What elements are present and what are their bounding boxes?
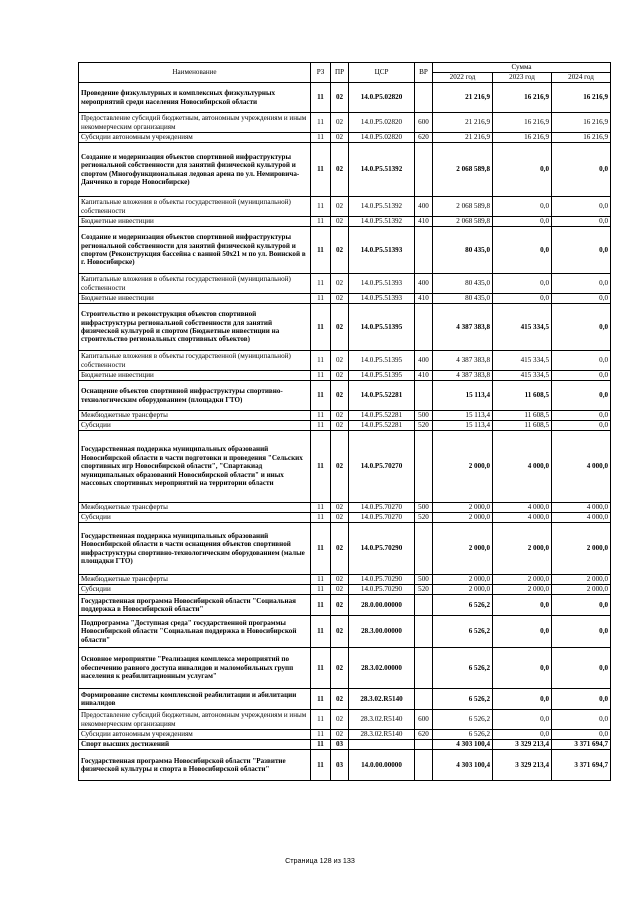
- row-sum-2024: 4 000,0: [552, 503, 611, 513]
- row-sum-2022: 4 303 100,4: [433, 750, 493, 781]
- table-row: [79, 750, 611, 781]
- row-name: Капитальные вложения в объекты государственной (муниципальной) собственности: [79, 274, 311, 294]
- row-sum-2022: 21 216,9: [433, 113, 493, 133]
- row-sum-2023: 0,0: [493, 648, 552, 689]
- table-row: [79, 217, 611, 227]
- row-vr: [415, 143, 433, 197]
- row-sum-2023: 16 216,9: [493, 113, 552, 133]
- table-row: [79, 431, 611, 503]
- table-row: [79, 274, 611, 294]
- row-name: Субсидии автономным учреждениям: [79, 730, 311, 740]
- row-sum-2024: 0,0: [552, 381, 611, 411]
- table-body: [79, 83, 611, 781]
- row-rz: 11: [311, 227, 331, 274]
- row-sum-2024: 0,0: [552, 217, 611, 227]
- row-name: Государственная поддержка муниципальных образований Новосибирской области в части оснащения объектов спортивной инфраструктуры спортивно-технологическим оборудованием (малые площадки ГТО): [79, 523, 311, 575]
- row-sum-2023: 415 334,5: [493, 371, 552, 381]
- row-sum-2022: 6 526,2: [433, 616, 493, 648]
- row-pr: 02: [331, 304, 349, 351]
- row-pr: 02: [331, 143, 349, 197]
- row-vr: [415, 381, 433, 411]
- row-name: Спорт высших достижений: [79, 740, 311, 750]
- row-csr: 14.0.P5.51392: [349, 197, 415, 217]
- row-csr: 14.0.P5.70290: [349, 575, 415, 585]
- row-csr: 14.0.00.00000: [349, 750, 415, 781]
- row-csr: 14.0.P5.70290: [349, 585, 415, 595]
- table-row: [79, 227, 611, 274]
- row-vr: 620: [415, 133, 433, 143]
- table-row: [79, 421, 611, 431]
- row-rz: 11: [311, 595, 331, 616]
- row-name: Оснащение объектов спортивной инфраструктуры спортивно-технологическим оборудованием (площадки ГТО): [79, 381, 311, 411]
- table-row: [79, 689, 611, 710]
- row-vr: [415, 740, 433, 750]
- row-vr: 600: [415, 710, 433, 730]
- row-pr: 02: [331, 431, 349, 503]
- row-vr: [415, 689, 433, 710]
- row-csr: 14.0.P5.02820: [349, 113, 415, 133]
- row-sum-2024: 0,0: [552, 274, 611, 294]
- row-name: Межбюджетные трансферты: [79, 411, 311, 421]
- page-number: Страница 128 из 133: [285, 856, 355, 865]
- row-csr: 28.3.02.00000: [349, 648, 415, 689]
- row-pr: 02: [331, 616, 349, 648]
- row-csr: 14.0.P5.51393: [349, 294, 415, 304]
- row-sum-2023: 11 608,5: [493, 411, 552, 421]
- row-sum-2022: 2 000,0: [433, 585, 493, 595]
- row-rz: 11: [311, 83, 331, 113]
- row-sum-2023: 0,0: [493, 689, 552, 710]
- row-name: Государственная поддержка муниципальных образований Новосибирской области в части подготовки и проведения "Сельских спортивных игр Новосибирской области", "Спартакиад муниципальных образований Новосибирской области" и иных массовых спортивных мероприятий на территории области: [79, 431, 311, 503]
- row-sum-2022: 2 000,0: [433, 575, 493, 585]
- row-rz: 11: [311, 411, 331, 421]
- table-row: [79, 143, 611, 197]
- row-sum-2022: 6 526,2: [433, 648, 493, 689]
- table-row: [79, 575, 611, 585]
- table-row: [79, 113, 611, 133]
- row-name: Бюджетные инвестиции: [79, 217, 311, 227]
- header-year-2023: 2023 год: [493, 73, 552, 83]
- row-sum-2023: 0,0: [493, 227, 552, 274]
- row-name: Бюджетные инвестиции: [79, 371, 311, 381]
- row-pr: 02: [331, 351, 349, 371]
- row-csr: 14.0.P5.51393: [349, 274, 415, 294]
- row-pr: 02: [331, 197, 349, 217]
- row-vr: 400: [415, 274, 433, 294]
- row-vr: 620: [415, 730, 433, 740]
- row-pr: 02: [331, 575, 349, 585]
- row-vr: [415, 304, 433, 351]
- header-year-2022: 2022 год: [433, 73, 493, 83]
- row-sum-2022: 2 000,0: [433, 513, 493, 523]
- row-rz: 11: [311, 513, 331, 523]
- row-vr: 410: [415, 217, 433, 227]
- table-row: [79, 294, 611, 304]
- header-name: Наименование: [79, 63, 311, 83]
- row-name: Подпрограмма "Доступная среда" государственной программы Новосибирской области "Социальная поддержка в Новосибирской области": [79, 616, 311, 648]
- row-vr: [415, 523, 433, 575]
- row-sum-2022: 4 387 383,8: [433, 371, 493, 381]
- row-sum-2024: 0,0: [552, 227, 611, 274]
- table-row: [79, 133, 611, 143]
- row-csr: [349, 740, 415, 750]
- row-csr: 14.0.P5.52281: [349, 411, 415, 421]
- row-csr: 14.0.P5.52281: [349, 421, 415, 431]
- row-vr: [415, 750, 433, 781]
- row-csr: 14.0.P5.02820: [349, 83, 415, 113]
- header-year-2024: 2024 год: [552, 73, 611, 83]
- row-sum-2022: 6 526,2: [433, 730, 493, 740]
- row-sum-2024: 2 000,0: [552, 575, 611, 585]
- table-row: [79, 83, 611, 113]
- row-sum-2023: 16 216,9: [493, 133, 552, 143]
- row-sum-2024: 3 371 694,7: [552, 740, 611, 750]
- row-sum-2024: 0,0: [552, 294, 611, 304]
- row-name: Проведение физкультурных и комплексных физкультурных мероприятий среди населения Новосибирской области: [79, 83, 311, 113]
- table-row: [79, 710, 611, 730]
- row-sum-2022: 6 526,2: [433, 595, 493, 616]
- row-pr: 02: [331, 371, 349, 381]
- table-row: [79, 351, 611, 371]
- row-sum-2023: 0,0: [493, 595, 552, 616]
- row-name: Создание и модернизация объектов спортивной инфраструктуры региональной собственности для занятий физической культурой и спортом (Реконструкция бассейна с ванной 50х21 м по ул. Воинской в г. Новосибирске): [79, 227, 311, 274]
- row-csr: 14.0.P5.52281: [349, 381, 415, 411]
- header-row: [79, 63, 611, 73]
- row-rz: 11: [311, 648, 331, 689]
- table-row: [79, 411, 611, 421]
- row-sum-2023: 415 334,5: [493, 304, 552, 351]
- row-sum-2022: 80 435,0: [433, 274, 493, 294]
- row-name: Капитальные вложения в объекты государственной (муниципальной) собственности: [79, 197, 311, 217]
- row-sum-2022: 21 216,9: [433, 83, 493, 113]
- row-sum-2023: 0,0: [493, 710, 552, 730]
- row-pr: 03: [331, 750, 349, 781]
- row-pr: 02: [331, 411, 349, 421]
- row-pr: 02: [331, 503, 349, 513]
- row-rz: 11: [311, 381, 331, 411]
- row-rz: 11: [311, 710, 331, 730]
- row-sum-2023: 2 000,0: [493, 523, 552, 575]
- row-csr: 14.0.P5.70270: [349, 503, 415, 513]
- row-sum-2023: 0,0: [493, 274, 552, 294]
- table-row: [79, 730, 611, 740]
- row-rz: 11: [311, 143, 331, 197]
- row-vr: [415, 83, 433, 113]
- row-pr: 02: [331, 274, 349, 294]
- row-sum-2024: 16 216,9: [552, 83, 611, 113]
- row-csr: 14.0.P5.70290: [349, 523, 415, 575]
- row-rz: 11: [311, 274, 331, 294]
- row-sum-2022: 80 435,0: [433, 294, 493, 304]
- row-sum-2024: 0,0: [552, 710, 611, 730]
- row-csr: 28.3.02.R5140: [349, 730, 415, 740]
- table-row: [79, 523, 611, 575]
- row-vr: [415, 648, 433, 689]
- row-vr: 410: [415, 294, 433, 304]
- row-rz: 11: [311, 113, 331, 133]
- row-csr: 28.3.00.00000: [349, 616, 415, 648]
- row-pr: 02: [331, 133, 349, 143]
- row-name: Предоставление субсидий бюджетным, автономным учреждениям и иным некоммерческим организациям: [79, 113, 311, 133]
- row-sum-2022: 2 000,0: [433, 431, 493, 503]
- row-sum-2024: 0,0: [552, 648, 611, 689]
- row-name: Субсидии: [79, 585, 311, 595]
- row-pr: 02: [331, 595, 349, 616]
- row-csr: 14.0.P5.70270: [349, 431, 415, 503]
- row-csr: 14.0.P5.51395: [349, 371, 415, 381]
- row-sum-2023: 16 216,9: [493, 83, 552, 113]
- row-sum-2022: 2 000,0: [433, 503, 493, 513]
- row-sum-2024: 0,0: [552, 304, 611, 351]
- row-csr: 14.0.P5.02820: [349, 133, 415, 143]
- row-pr: 02: [331, 585, 349, 595]
- row-pr: 02: [331, 83, 349, 113]
- row-pr: 02: [331, 421, 349, 431]
- row-sum-2023: 0,0: [493, 730, 552, 740]
- table-row: [79, 503, 611, 513]
- row-pr: 02: [331, 710, 349, 730]
- row-sum-2024: 16 216,9: [552, 113, 611, 133]
- row-vr: 520: [415, 513, 433, 523]
- table-row: [79, 585, 611, 595]
- table-row: [79, 304, 611, 351]
- table-row: [79, 381, 611, 411]
- row-rz: 11: [311, 351, 331, 371]
- row-sum-2022: 2 000,0: [433, 523, 493, 575]
- row-vr: 400: [415, 197, 433, 217]
- row-sum-2024: 3 371 694,7: [552, 750, 611, 781]
- row-name: Субсидии: [79, 421, 311, 431]
- row-rz: 11: [311, 431, 331, 503]
- row-vr: [415, 227, 433, 274]
- row-rz: 11: [311, 616, 331, 648]
- row-sum-2022: 4 303 100,4: [433, 740, 493, 750]
- row-sum-2024: 2 000,0: [552, 523, 611, 575]
- row-rz: 11: [311, 689, 331, 710]
- row-sum-2024: 0,0: [552, 616, 611, 648]
- row-sum-2022: 15 113,4: [433, 421, 493, 431]
- table-row: [79, 513, 611, 523]
- row-csr: 14.0.P5.51392: [349, 143, 415, 197]
- row-vr: 500: [415, 503, 433, 513]
- row-sum-2022: 2 068 589,8: [433, 217, 493, 227]
- row-sum-2023: 4 000,0: [493, 503, 552, 513]
- row-name: Предоставление субсидий бюджетным, автономным учреждениям и иным некоммерческим организациям: [79, 710, 311, 730]
- row-vr: 410: [415, 371, 433, 381]
- row-sum-2023: 4 000,0: [493, 431, 552, 503]
- row-sum-2024: 0,0: [552, 421, 611, 431]
- row-sum-2023: 11 608,5: [493, 381, 552, 411]
- row-pr: 02: [331, 730, 349, 740]
- row-rz: 11: [311, 523, 331, 575]
- row-sum-2024: 0,0: [552, 371, 611, 381]
- row-csr: 28.3.02.R5140: [349, 689, 415, 710]
- row-pr: 02: [331, 648, 349, 689]
- row-sum-2024: 0,0: [552, 197, 611, 217]
- row-vr: 500: [415, 575, 433, 585]
- row-name: Капитальные вложения в объекты государственной (муниципальной) собственности: [79, 351, 311, 371]
- row-sum-2023: 0,0: [493, 197, 552, 217]
- row-pr: 03: [331, 740, 349, 750]
- row-sum-2024: 0,0: [552, 411, 611, 421]
- row-sum-2024: 0,0: [552, 689, 611, 710]
- row-name: Государственная программа Новосибирской области "Социальная поддержка в Новосибирской области": [79, 595, 311, 616]
- row-pr: 02: [331, 523, 349, 575]
- row-sum-2023: 0,0: [493, 616, 552, 648]
- row-vr: 600: [415, 113, 433, 133]
- table-row: [79, 740, 611, 750]
- row-rz: 11: [311, 294, 331, 304]
- row-sum-2024: 2 000,0: [552, 585, 611, 595]
- row-csr: 28.3.02.R5140: [349, 710, 415, 730]
- row-sum-2023: 3 329 213,4: [493, 750, 552, 781]
- row-name: Создание и модернизация объектов спортивной инфраструктуры региональной собственности для занятий физической культурой и спортом (Многофункциональная ледовая арена по ул. Немировича-Данченко в городе Новосибирске): [79, 143, 311, 197]
- row-rz: 11: [311, 133, 331, 143]
- row-sum-2024: 16 216,9: [552, 133, 611, 143]
- row-vr: [415, 431, 433, 503]
- table-row: [79, 197, 611, 217]
- row-sum-2023: 415 334,5: [493, 351, 552, 371]
- row-name: Строительство и реконструкция объектов спортивной инфраструктуры региональной собственности для занятий физической культурой и спортом (Бюджетные инвестиции на строительство региональных спортивных объектов): [79, 304, 311, 351]
- row-rz: 11: [311, 503, 331, 513]
- row-csr: 28.0.00.00000: [349, 595, 415, 616]
- header-pr: ПР: [331, 63, 349, 83]
- row-csr: 14.0.P5.51393: [349, 227, 415, 274]
- row-name: Формирование системы комплексной реабилитации и абилитации инвалидов: [79, 689, 311, 710]
- header-csr: ЦСР: [349, 63, 415, 83]
- header-vr: ВР: [415, 63, 433, 83]
- row-sum-2023: 0,0: [493, 143, 552, 197]
- row-rz: 11: [311, 217, 331, 227]
- row-sum-2024: 4 000,0: [552, 513, 611, 523]
- row-sum-2023: 0,0: [493, 294, 552, 304]
- row-name: Межбюджетные трансферты: [79, 503, 311, 513]
- row-pr: 02: [331, 113, 349, 133]
- row-pr: 02: [331, 294, 349, 304]
- row-rz: 11: [311, 730, 331, 740]
- row-vr: 500: [415, 411, 433, 421]
- table-row: [79, 648, 611, 689]
- row-sum-2022: 6 526,2: [433, 689, 493, 710]
- budget-table: [78, 62, 611, 781]
- table-row: [79, 595, 611, 616]
- row-rz: 11: [311, 740, 331, 750]
- row-rz: 11: [311, 750, 331, 781]
- row-sum-2022: 15 113,4: [433, 411, 493, 421]
- row-name: Бюджетные инвестиции: [79, 294, 311, 304]
- row-sum-2022: 2 068 589,8: [433, 197, 493, 217]
- row-vr: [415, 595, 433, 616]
- row-sum-2024: 0,0: [552, 595, 611, 616]
- row-csr: 14.0.P5.51395: [349, 351, 415, 371]
- header-rz: РЗ: [311, 63, 331, 83]
- row-name: Субсидии автономным учреждениям: [79, 133, 311, 143]
- row-sum-2023: 2 000,0: [493, 585, 552, 595]
- row-sum-2023: 0,0: [493, 217, 552, 227]
- row-pr: 02: [331, 689, 349, 710]
- row-rz: 11: [311, 421, 331, 431]
- row-csr: 14.0.P5.70270: [349, 513, 415, 523]
- header-sum: Сумма: [433, 63, 611, 73]
- row-rz: 11: [311, 575, 331, 585]
- row-sum-2024: 0,0: [552, 351, 611, 371]
- row-sum-2022: 4 387 383,8: [433, 351, 493, 371]
- row-sum-2024: 0,0: [552, 730, 611, 740]
- row-sum-2023: 4 000,0: [493, 513, 552, 523]
- row-rz: 11: [311, 197, 331, 217]
- table-row: [79, 371, 611, 381]
- row-sum-2024: 4 000,0: [552, 431, 611, 503]
- row-pr: 02: [331, 513, 349, 523]
- row-sum-2023: 11 608,5: [493, 421, 552, 431]
- row-pr: 02: [331, 227, 349, 274]
- row-sum-2023: 2 000,0: [493, 575, 552, 585]
- row-sum-2022: 4 387 383,8: [433, 304, 493, 351]
- row-csr: 14.0.P5.51395: [349, 304, 415, 351]
- row-rz: 11: [311, 371, 331, 381]
- row-csr: 14.0.P5.51392: [349, 217, 415, 227]
- row-sum-2022: 21 216,9: [433, 133, 493, 143]
- row-name: Субсидии: [79, 513, 311, 523]
- row-name: Основное мероприятие "Реализация комплекса мероприятий по обеспечению равного доступа инвалидов и маломобильных групп населения к реабилитационным услугам": [79, 648, 311, 689]
- row-sum-2022: 6 526,2: [433, 710, 493, 730]
- row-vr: 520: [415, 421, 433, 431]
- row-sum-2022: 80 435,0: [433, 227, 493, 274]
- row-sum-2024: 0,0: [552, 143, 611, 197]
- row-vr: [415, 616, 433, 648]
- row-vr: 400: [415, 351, 433, 371]
- row-sum-2023: 3 329 213,4: [493, 740, 552, 750]
- table-row: [79, 616, 611, 648]
- row-rz: 11: [311, 585, 331, 595]
- row-sum-2022: 15 113,4: [433, 381, 493, 411]
- row-name: Государственная программа Новосибирской области "Развитие физической культуры и спорта в Новосибирской области": [79, 750, 311, 781]
- row-vr: 520: [415, 585, 433, 595]
- row-pr: 02: [331, 217, 349, 227]
- row-name: Межбюджетные трансферты: [79, 575, 311, 585]
- row-sum-2022: 2 068 589,8: [433, 143, 493, 197]
- row-pr: 02: [331, 381, 349, 411]
- row-rz: 11: [311, 304, 331, 351]
